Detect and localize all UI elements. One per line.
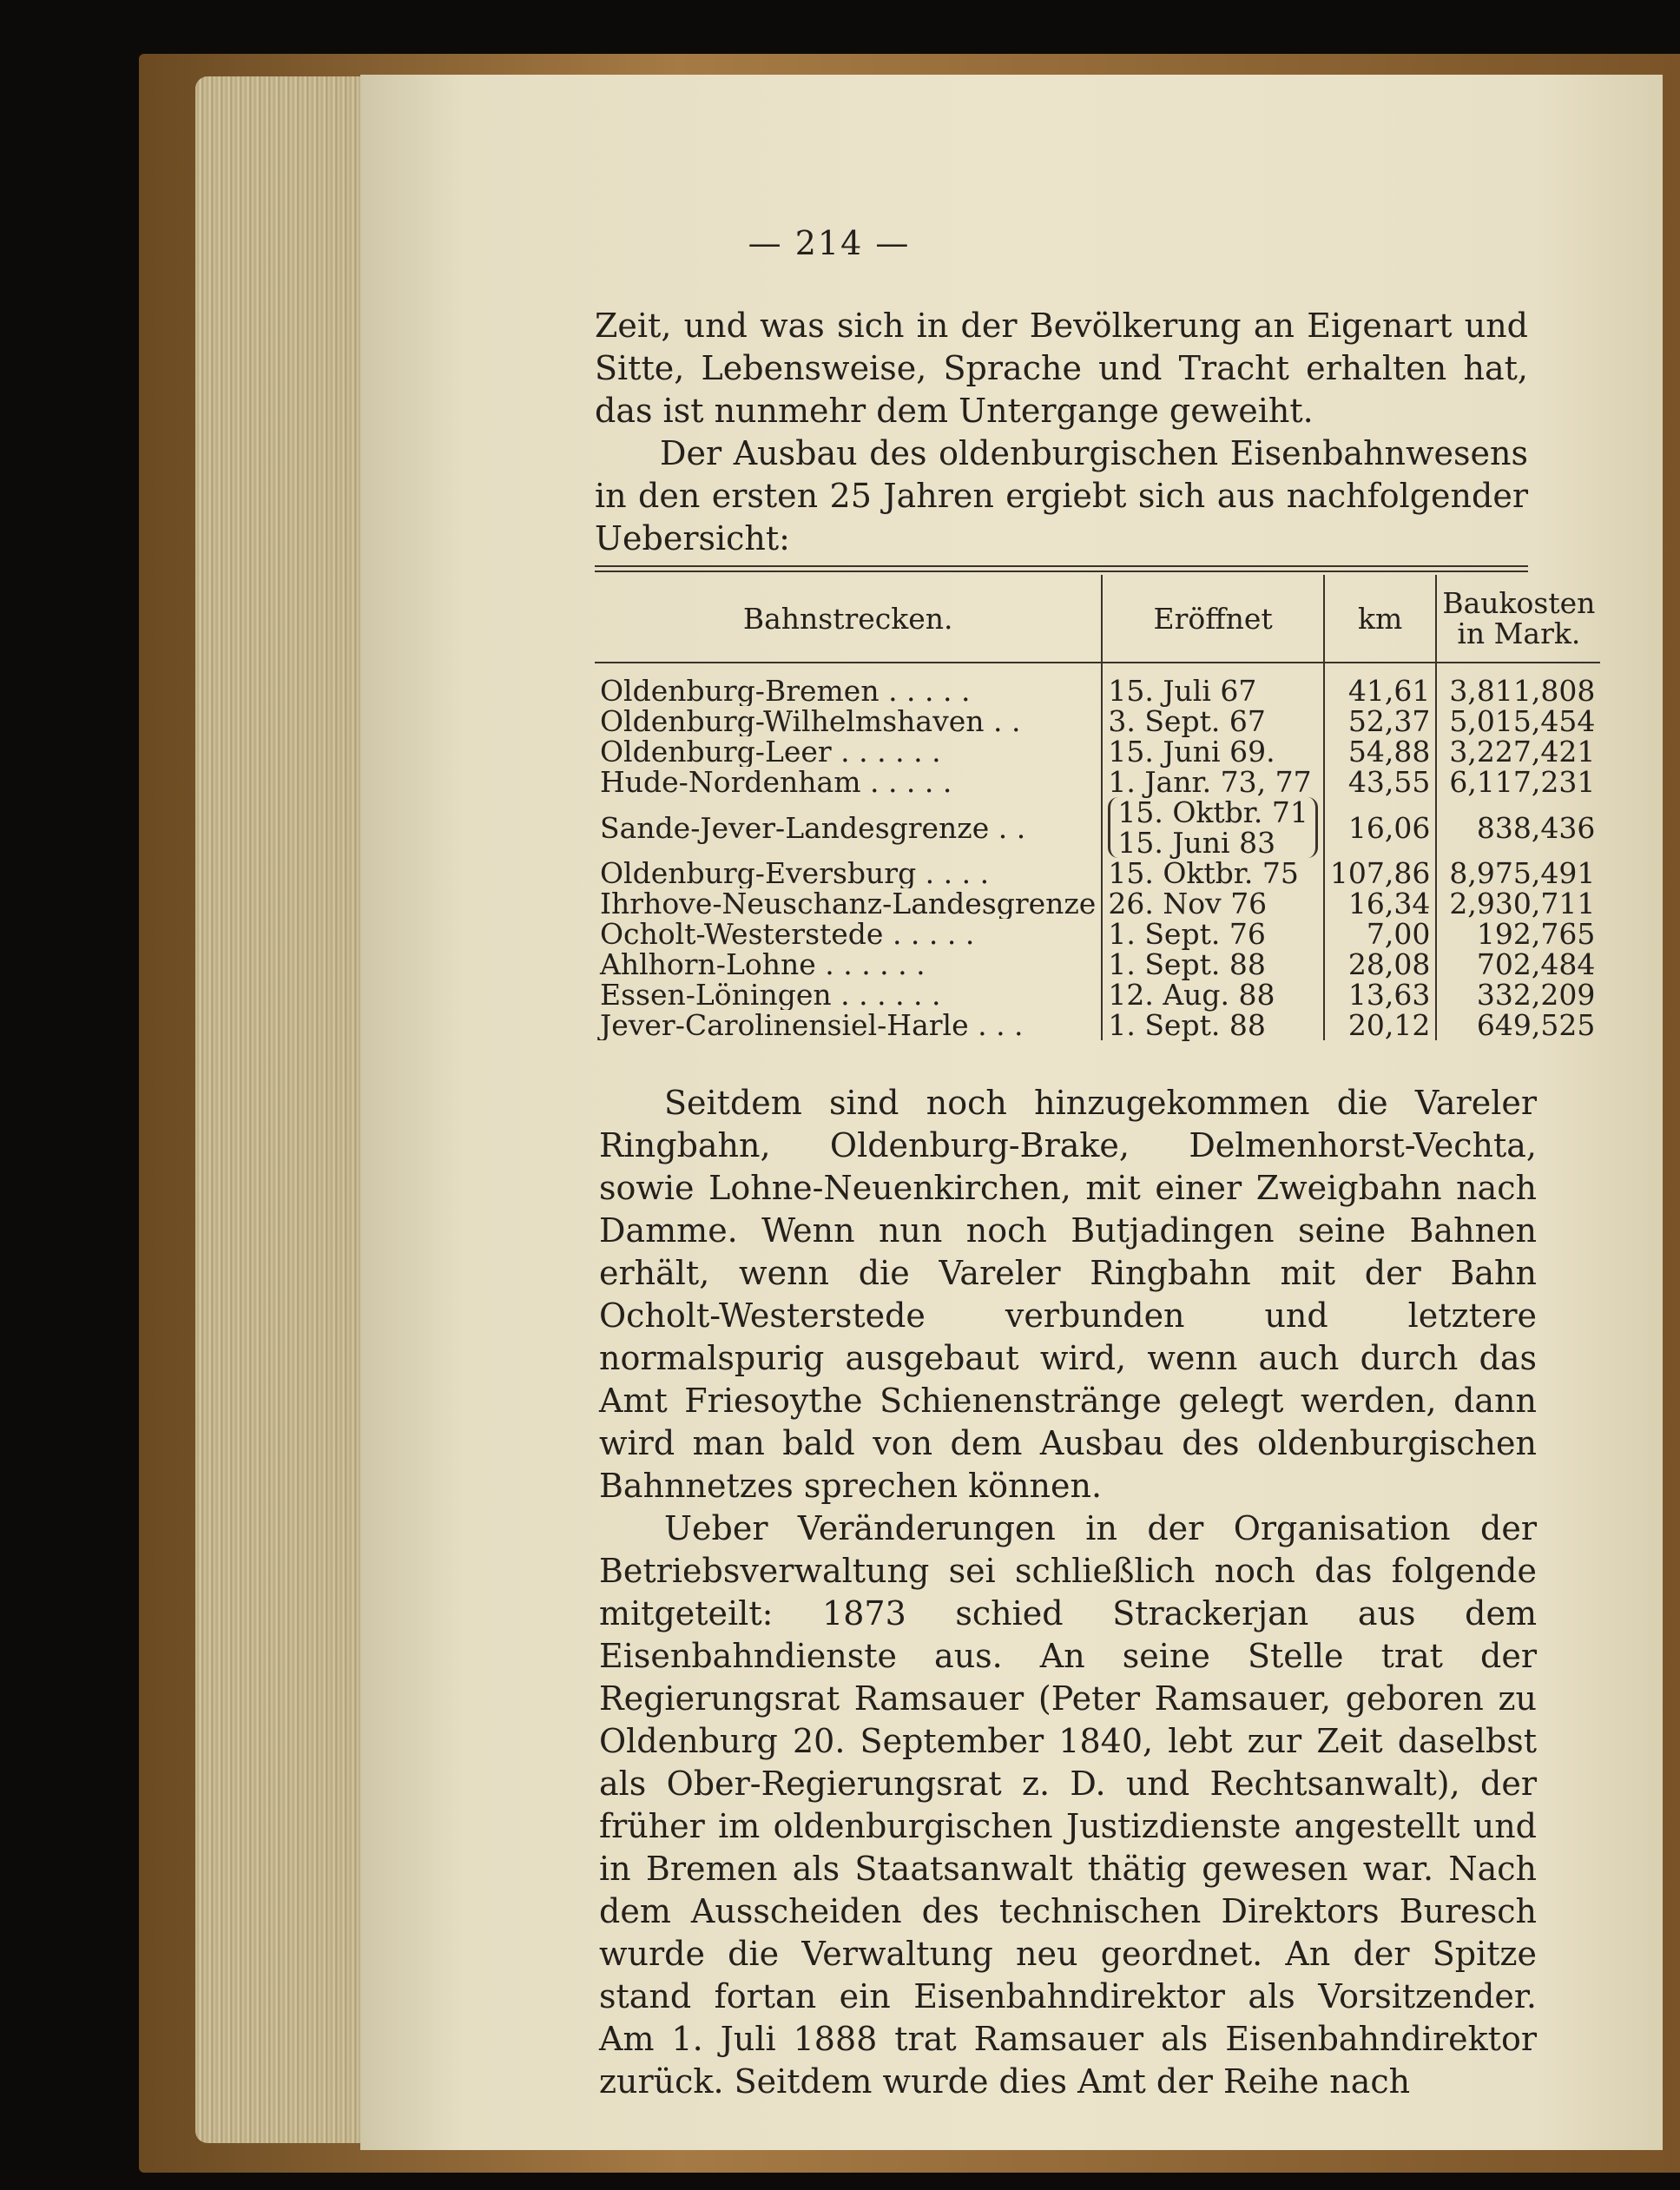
row-km: 16,34	[1324, 888, 1436, 919]
railway-table	[595, 575, 1600, 1040]
row-cost: 3,227,421	[1436, 736, 1600, 767]
row-km: 41,61	[1324, 663, 1436, 706]
row-line: Ahlhorn-Lohne . . . . . .	[600, 949, 926, 980]
row-opened: 15. Oktbr. 75	[1102, 858, 1324, 888]
row-cost: 702,484	[1436, 949, 1600, 980]
row-km: 7,00	[1324, 919, 1436, 949]
row-line: Sande-Jever-Landesgrenze . .	[600, 810, 1026, 845]
paragraph-4: Ueber Veränderungen in der Organisation der Betriebsverwaltung sei schließlich noch das folgende mitgeteilt: 1873 schied Strackerjan aus dem Eisenbahndienste aus. An seine Stelle trat der Regierungsrat Ramsauer (Peter Ramsauer, geboren zu Oldenburg 20. September 1840, lebt zur Zeit daselbst als Ober-Regierungsrat z. D. und Rechtsanwalt), der früher im oldenburgischen Justizdienste angestellt und in Bremen als Staatsanwalt thätig gewesen war. Nach dem Ausscheiden des technischen Direktors Buresch wurde die Verwaltung neu geordnet. An der Spitze stand fortan ein Eisenbahndirektor als Vorsitzender. Am 1. Juli 1888 trat Ramsauer als Eisenbahndirektor zurück. Seitdem wurde dies Amt der Reihe nach	[599, 1509, 1537, 2101]
table-row	[595, 797, 1600, 858]
row-km: 107,86	[1324, 858, 1436, 888]
header-opened: Eröffnet	[1102, 575, 1324, 663]
row-cost: 6,117,231	[1436, 767, 1600, 797]
row-opened-group	[1102, 797, 1324, 858]
row-km: 28,08	[1324, 949, 1436, 980]
row-opened: 15. Juni 69.	[1102, 736, 1324, 767]
row-cost: 649,525	[1436, 1010, 1600, 1040]
table-row	[595, 767, 1600, 797]
table-top-rule	[595, 565, 1528, 567]
row-line: Oldenburg-Eversburg . . . .	[600, 858, 990, 888]
header-km: km	[1324, 575, 1436, 663]
body-text	[599, 1082, 1537, 2103]
row-km: 52,37	[1324, 706, 1436, 736]
paragraph-1: Zeit, und was sich in der Bevölkerung an Eigenart und Sitte, Lebensweise, Sprache und Tracht erhalten hat, das ist nunmehr dem Untergange geweiht.	[595, 307, 1528, 430]
row-km: 54,88	[1324, 736, 1436, 767]
row-opened: 1. Sept. 76	[1102, 919, 1324, 949]
row-cost: 2,930,711	[1436, 888, 1600, 919]
row-line: Oldenburg-Bremen . . . . .	[600, 674, 971, 706]
row-km: 13,63	[1324, 980, 1436, 1010]
row-cost: 8,975,491	[1436, 858, 1600, 888]
row-km: 43,55	[1324, 767, 1436, 797]
book-page	[360, 75, 1663, 2150]
row-opened: 15. Juli 67	[1102, 663, 1324, 706]
date-brace-group	[1108, 797, 1318, 858]
table-row	[595, 736, 1600, 767]
row-km: 16,06	[1324, 797, 1436, 858]
row-line: Oldenburg-Leer . . . . . .	[600, 736, 941, 767]
paragraph-2: Der Ausbau des oldenburgischen Eisenbahnwesens in den ersten 25 Jahren ergiebt sich aus nachfolgender Uebersicht:	[595, 434, 1528, 557]
row-cost: 332,209	[1436, 980, 1600, 1010]
row-opened: 3. Sept. 67	[1102, 706, 1324, 736]
row-opened: 1. Sept. 88	[1102, 1010, 1324, 1040]
row-line: Hude-Nordenham . . . . .	[600, 767, 952, 797]
header-cost: Baukosten in Mark.	[1436, 575, 1600, 663]
table-row	[595, 949, 1600, 980]
header-line: Bahnstrecken.	[595, 575, 1102, 663]
page-number: — 214 —	[748, 224, 911, 262]
table-row	[595, 706, 1600, 736]
row-opened: 15. Oktbr. 71	[1117, 795, 1308, 829]
row-km: 20,12	[1324, 1010, 1436, 1040]
row-line: Ihrhove-Neuschanz-Landesgrenze	[600, 888, 1097, 919]
row-opened: 26. Nov 76	[1102, 888, 1324, 919]
row-line: Jever-Carolinensiel-Harle . . .	[600, 1010, 1024, 1040]
row-opened: 12. Aug. 88	[1102, 980, 1324, 1010]
intro-text	[595, 305, 1528, 560]
row-cost: 3,811,808	[1436, 663, 1600, 706]
table-row	[595, 919, 1600, 949]
paragraph-3: Seitdem sind noch hinzugekommen die Vareler Ringbahn, Oldenburg-Brake, Delmenhorst-Vechta, sowie Lohne-Neuenkirchen, mit einer Zweigbahn nach Damme. Wenn nun noch Butjadingen seine Bahnen erhält, wenn die Vareler Ringbahn mit der Bahn Ocholt-Westerstede verbunden und letztere normalspurig ausgebaut wird, wenn auch durch das Amt Friesoythe Schienenstränge gelegt werden, dann wird man bald von dem Ausbau des oldenburgischen Bahnnetzes sprechen können.	[599, 1084, 1537, 1505]
table-top-rule-2	[595, 571, 1528, 572]
table-row	[595, 858, 1600, 888]
row-opened: 1. Janr. 73, 77	[1102, 767, 1324, 797]
row-cost: 5,015,454	[1436, 706, 1600, 736]
row-opened: 1. Sept. 88	[1102, 949, 1324, 980]
row-line: Oldenburg-Wilhelmshaven . .	[600, 706, 1021, 736]
row-opened-second: 15. Juni 83	[1117, 826, 1276, 860]
table-row	[595, 663, 1600, 706]
page-edges	[195, 76, 386, 2143]
row-line: Ocholt-Westerstede . . . . .	[600, 919, 975, 949]
row-cost: 838,436	[1436, 797, 1600, 858]
table-row	[595, 888, 1600, 919]
table-row	[595, 980, 1600, 1010]
table-row	[595, 1010, 1600, 1040]
row-cost: 192,765	[1436, 919, 1600, 949]
row-line: Essen-Löningen . . . . . .	[600, 980, 941, 1010]
table-header-row	[595, 575, 1600, 663]
